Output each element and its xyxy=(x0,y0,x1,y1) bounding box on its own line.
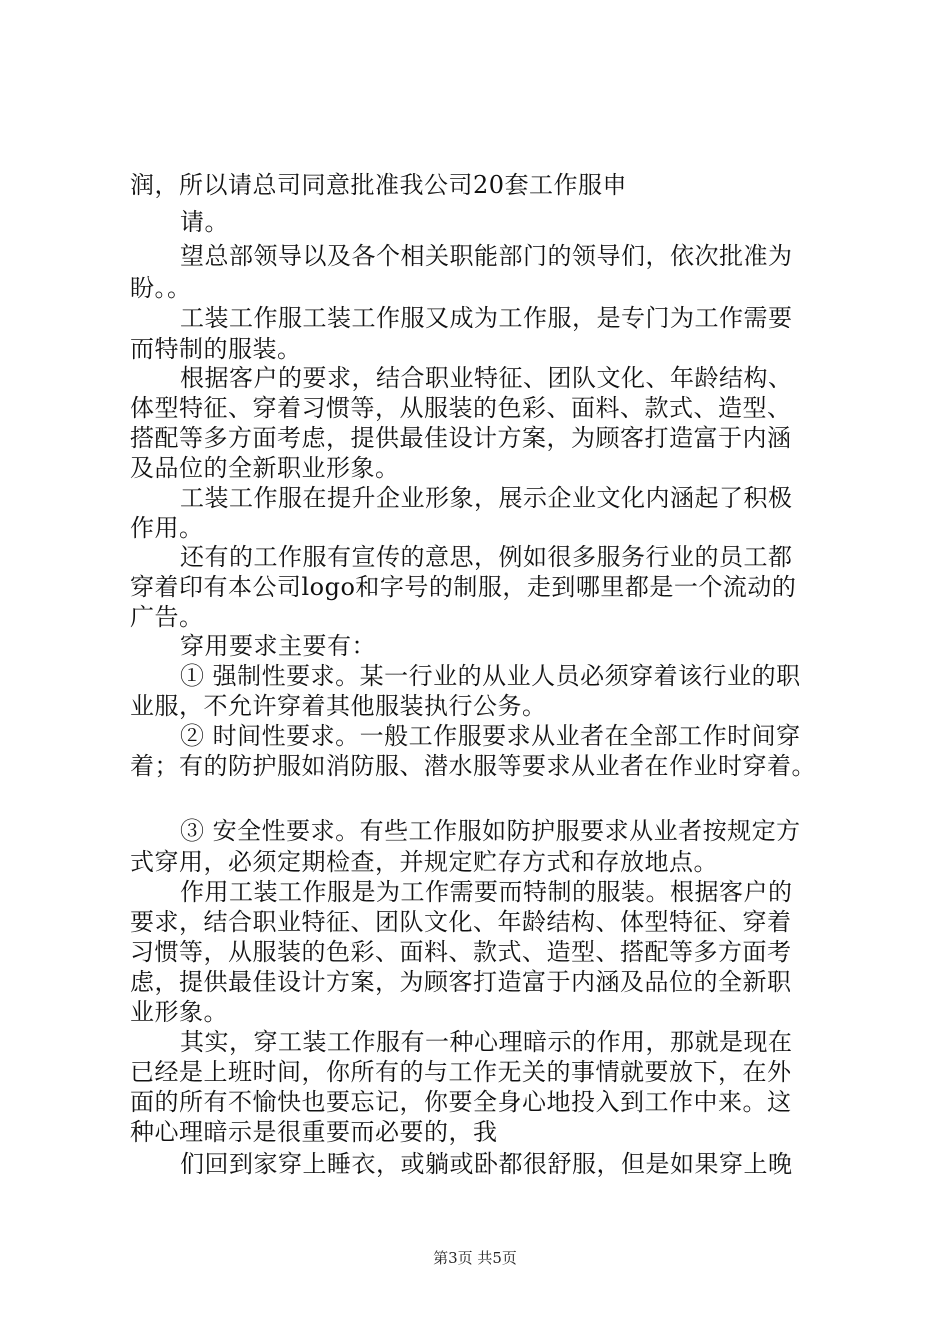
text-line: 着；有的防护服如消防服、潜水服等要求从业者在作业时穿着。 xyxy=(130,752,816,780)
text-line: 广告。 xyxy=(130,603,204,631)
text-line: 体型特征、穿着习惯等，从服装的色彩、面料、款式、造型、 xyxy=(130,394,792,422)
text-line: 其实，穿工装工作服有一种心理暗示的作用，那就是现在 xyxy=(180,1028,793,1056)
text-line: ① 强制性要求。某一行业的从业人员必须穿着该行业的职 xyxy=(180,662,801,690)
text-line: 已经是上班时间，你所有的与工作无关的事情就要放下，在外 xyxy=(130,1058,792,1086)
text-line: 们回到家穿上睡衣，或躺或卧都很舒服，但是如果穿上晚 xyxy=(180,1150,793,1178)
text-line: 工装工作服在提升企业形象，展示企业文化内涵起了积极 xyxy=(180,484,793,512)
text-line: 而特制的服装。 xyxy=(130,335,302,363)
text-line: 望总部领导以及各个相关职能部门的领导们，依次批准为 xyxy=(180,242,793,270)
text-line: 种心理暗示是很重要而必要的，我 xyxy=(130,1118,498,1146)
text-line: 搭配等多方面考虑，提供最佳设计方案，为顾客打造富于内涵 xyxy=(130,424,792,452)
text-line: 业服，不允许穿着其他服装执行公务。 xyxy=(130,692,547,720)
text-line: 根据客户的要求，结合职业特征、团队文化、年龄结构、 xyxy=(180,364,793,392)
text-line: 请。 xyxy=(180,208,229,236)
text-line: 及品位的全新职业形象。 xyxy=(130,454,400,482)
text-line: 式穿用，必须定期检查，并规定贮存方式和存放地点。 xyxy=(130,848,718,876)
text-line: 盼。。 xyxy=(130,274,192,302)
text-line: 工装工作服工装工作服又成为工作服，是专门为工作需要 xyxy=(180,304,793,332)
text-line: 穿用要求主要有： xyxy=(180,632,376,660)
text-line: ② 时间性要求。一般工作服要求从业者在全部工作时间穿 xyxy=(180,722,801,750)
text-line: 穿着印有本公司logo和字号的制服，走到哪里都是一个流动的 xyxy=(130,573,797,601)
page-number: 第3页 共5页 xyxy=(433,1249,517,1267)
text-line: 作用工装工作服是为工作需要而特制的服装。根据客户的 xyxy=(180,878,793,906)
text-line: 要求，结合职业特征、团队文化、年龄结构、体型特征、穿着 xyxy=(130,908,792,936)
text-line: 润，所以请总司同意批准我公司20套工作服申 xyxy=(130,171,628,199)
text-line: 面的所有不愉快也要忘记，你要全身心地投入到工作中来。这 xyxy=(130,1088,792,1116)
text-line: ③ 安全性要求。有些工作服如防护服要求从业者按规定方 xyxy=(180,817,801,845)
text-line: 还有的工作服有宣传的意思，例如很多服务行业的员工都 xyxy=(180,543,793,571)
text-line: 虑，提供最佳设计方案，为顾客打造富于内涵及品位的全新职 xyxy=(130,968,792,996)
text-line: 习惯等，从服装的色彩、面料、款式、造型、搭配等多方面考 xyxy=(130,938,792,966)
text-line: 作用。 xyxy=(130,514,204,542)
text-line: 业形象。 xyxy=(130,998,228,1026)
